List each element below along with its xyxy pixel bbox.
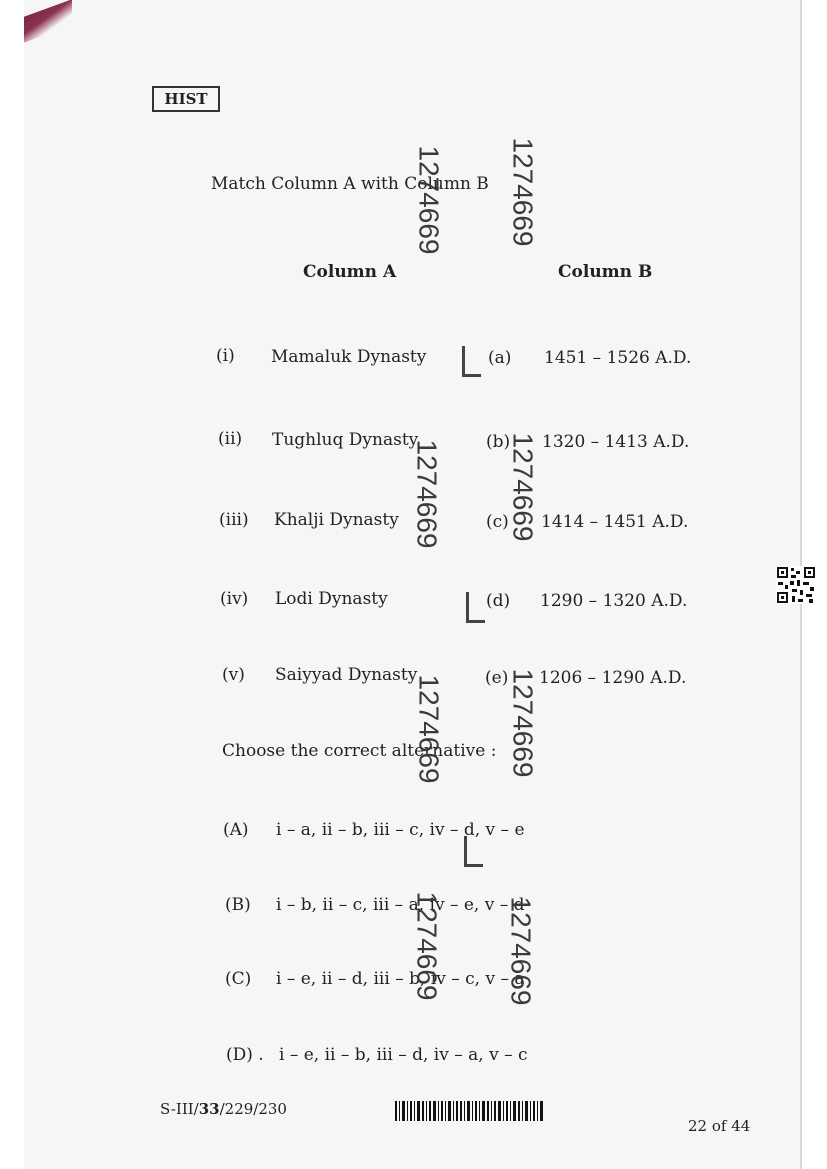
column-b-item: 1451 – 1526 A.D.	[544, 348, 692, 368]
l-mark	[462, 346, 481, 377]
column-b-item: 1320 – 1413 A.D.	[542, 432, 690, 452]
qr-code-icon	[776, 566, 816, 604]
watermark-stamp: 1274669	[413, 674, 445, 784]
column-b-item: 1414 – 1451 A.D.	[541, 512, 689, 532]
watermark-stamp: 1274669	[411, 891, 443, 1001]
column-a-item: Khalji Dynasty	[274, 510, 399, 530]
column-b-letter: (a)	[488, 348, 512, 368]
option-label: (B)	[225, 895, 251, 915]
paper-code: S-III/33/229/230	[160, 1100, 287, 1118]
choose-prompt: Choose the correct alternative :	[222, 741, 497, 761]
column-b-header: Column B	[558, 262, 653, 282]
option-label: (D) .	[226, 1045, 264, 1065]
option-label: (A)	[223, 820, 249, 840]
column-b-item: 1290 – 1320 A.D.	[540, 591, 688, 611]
column-a-num: (ii)	[218, 429, 243, 449]
watermark-stamp: 1274669	[507, 668, 539, 778]
column-a-num: (v)	[222, 665, 245, 685]
column-a-num: (i)	[216, 346, 235, 366]
column-a-item: Tughluq Dynasty	[272, 430, 419, 450]
column-b-item: 1206 – 1290 A.D.	[539, 668, 687, 688]
watermark-stamp: 1274669	[413, 145, 445, 255]
column-a-num: (iv)	[220, 589, 249, 609]
l-mark	[466, 592, 485, 623]
subject-box: HIST	[152, 86, 220, 112]
column-a-num: (iii)	[219, 510, 249, 530]
watermark-stamp: 1274669	[507, 137, 539, 247]
question-text: Match Column A with Column B	[211, 174, 489, 194]
option-text: i – a, ii – b, iii – c, iv – d, v – e	[276, 820, 525, 840]
option-text: i – e, ii – b, iii – d, iv – a, v – c	[279, 1045, 528, 1065]
option-label: (C)	[225, 969, 252, 989]
column-b-letter: (d)	[486, 591, 511, 611]
column-b-letter: (e)	[485, 668, 509, 688]
watermark-stamp: 1274669	[507, 432, 539, 542]
option-text: i – e, ii – d, iii – b, iv – c, v – a	[276, 969, 525, 989]
l-mark	[464, 836, 483, 867]
option-text: i – b, ii – c, iii – a, iv – e, v – d	[276, 895, 525, 915]
barcode-icon	[395, 1101, 545, 1121]
column-a-header: Column A	[303, 262, 397, 282]
column-a-item: Saiyyad Dynasty	[275, 665, 418, 685]
column-a-item: Mamaluk Dynasty	[271, 347, 427, 367]
watermark-stamp: 1274669	[411, 439, 443, 549]
column-a-item: Lodi Dynasty	[275, 589, 388, 609]
watermark-stamp: 1274669	[505, 896, 537, 1006]
page-number: 22 of 44	[688, 1117, 751, 1135]
column-b-letter: (b)	[486, 432, 511, 452]
column-b-letter: (c)	[486, 512, 509, 532]
